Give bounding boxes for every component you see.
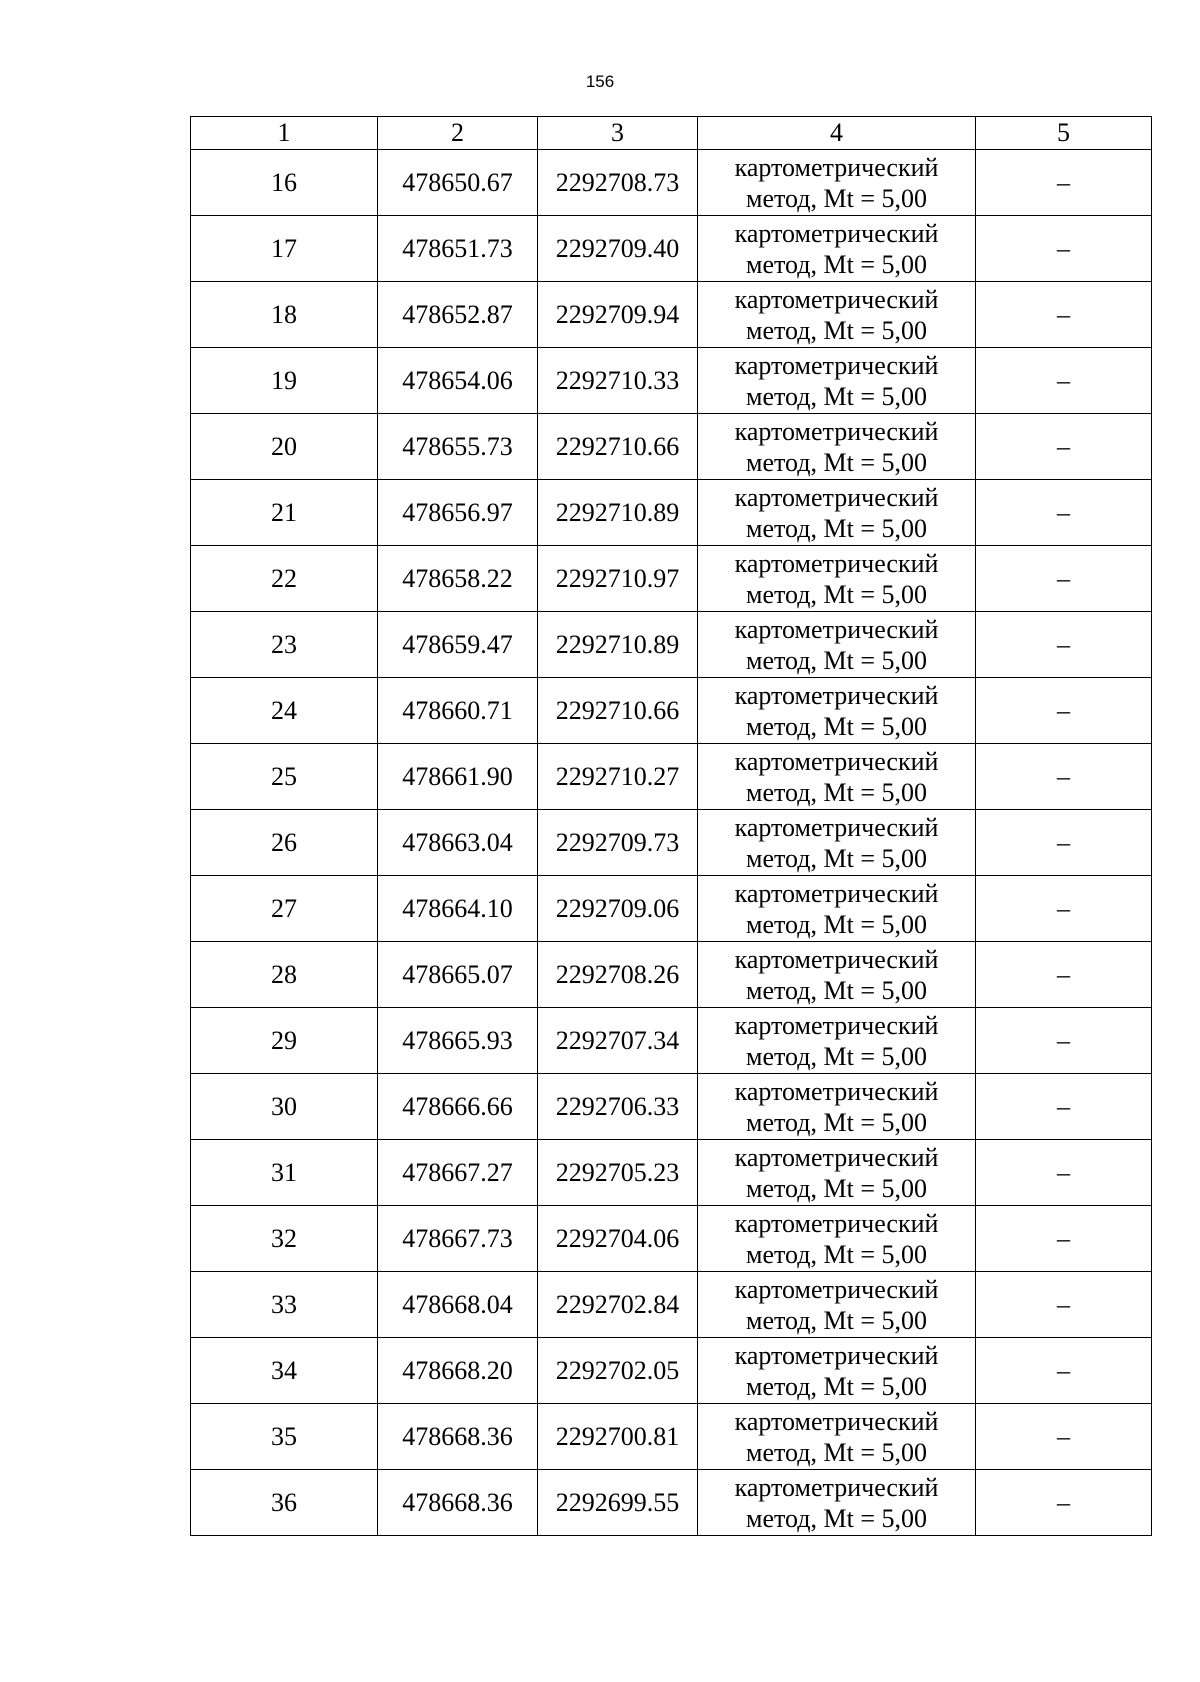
method-cell: [698, 1008, 976, 1074]
point-number-cell: 32: [191, 1206, 378, 1272]
header-col-3: 3: [538, 117, 698, 150]
point-number-cell: 20: [191, 414, 378, 480]
method-line-2: метод, Mt = 5,00: [746, 381, 927, 411]
point-number-cell: 28: [191, 942, 378, 1008]
method-line-1: картометрический: [734, 482, 939, 512]
point-number-cell: 35: [191, 1404, 378, 1470]
method-cell: [698, 876, 976, 942]
method-cell: [698, 414, 976, 480]
x-coordinate-cell: 478665.07: [378, 942, 538, 1008]
column-5-cell: –: [976, 1008, 1152, 1074]
method-line-2: метод, Mt = 5,00: [746, 711, 927, 741]
table-body: [191, 150, 1152, 1536]
y-coordinate-cell: 2292710.66: [538, 414, 698, 480]
method-line-1: картометрический: [734, 1340, 939, 1370]
table-row: [191, 678, 1152, 744]
x-coordinate-cell: 478655.73: [378, 414, 538, 480]
y-coordinate-cell: 2292710.89: [538, 612, 698, 678]
point-number-cell: 34: [191, 1338, 378, 1404]
column-5-cell: –: [976, 1206, 1152, 1272]
table-row: [191, 1206, 1152, 1272]
x-coordinate-cell: 478652.87: [378, 282, 538, 348]
method-cell: [698, 744, 976, 810]
method-cell: [698, 810, 976, 876]
column-5-cell: –: [976, 216, 1152, 282]
method-cell: [698, 282, 976, 348]
method-line-1: картометрический: [734, 350, 939, 380]
y-coordinate-cell: 2292708.26: [538, 942, 698, 1008]
y-coordinate-cell: 2292702.84: [538, 1272, 698, 1338]
table-row: [191, 876, 1152, 942]
y-coordinate-cell: 2292700.81: [538, 1404, 698, 1470]
point-number-cell: 30: [191, 1074, 378, 1140]
column-5-cell: –: [976, 1074, 1152, 1140]
column-5-cell: –: [976, 744, 1152, 810]
method-cell: [698, 480, 976, 546]
method-line-1: картометрический: [734, 944, 939, 974]
column-5-cell: –: [976, 1140, 1152, 1206]
method-line-2: метод, Mt = 5,00: [746, 1239, 927, 1269]
x-coordinate-cell: 478666.66: [378, 1074, 538, 1140]
method-cell: [698, 1338, 976, 1404]
method-line-2: метод, Mt = 5,00: [746, 447, 927, 477]
point-number-cell: 33: [191, 1272, 378, 1338]
method-line-2: метод, Mt = 5,00: [746, 1305, 927, 1335]
column-5-cell: –: [976, 1404, 1152, 1470]
method-cell: [698, 546, 976, 612]
column-5-cell: –: [976, 612, 1152, 678]
x-coordinate-cell: 478668.36: [378, 1404, 538, 1470]
x-coordinate-cell: 478668.04: [378, 1272, 538, 1338]
y-coordinate-cell: 2292702.05: [538, 1338, 698, 1404]
x-coordinate-cell: 478651.73: [378, 216, 538, 282]
column-5-cell: –: [976, 942, 1152, 1008]
column-5-cell: –: [976, 414, 1152, 480]
header-row: [191, 117, 1152, 150]
method-line-2: метод, Mt = 5,00: [746, 909, 927, 939]
point-number-cell: 18: [191, 282, 378, 348]
method-cell: [698, 348, 976, 414]
y-coordinate-cell: 2292705.23: [538, 1140, 698, 1206]
point-number-cell: 27: [191, 876, 378, 942]
method-line-2: метод, Mt = 5,00: [746, 975, 927, 1005]
method-line-1: картометрический: [734, 416, 939, 446]
method-line-2: метод, Mt = 5,00: [746, 1503, 927, 1533]
table-row: [191, 480, 1152, 546]
method-cell: [698, 1206, 976, 1272]
method-line-1: картометрический: [734, 152, 939, 182]
x-coordinate-cell: 478660.71: [378, 678, 538, 744]
method-line-1: картометрический: [734, 218, 939, 248]
method-cell: [698, 1404, 976, 1470]
column-5-cell: –: [976, 546, 1152, 612]
header-col-5: 5: [976, 117, 1152, 150]
method-line-1: картометрический: [734, 812, 939, 842]
method-line-2: метод, Mt = 5,00: [746, 843, 927, 873]
method-cell: [698, 1140, 976, 1206]
table-row: [191, 1008, 1152, 1074]
x-coordinate-cell: 478667.73: [378, 1206, 538, 1272]
method-line-1: картометрический: [734, 878, 939, 908]
x-coordinate-cell: 478661.90: [378, 744, 538, 810]
method-line-2: метод, Mt = 5,00: [746, 579, 927, 609]
y-coordinate-cell: 2292704.06: [538, 1206, 698, 1272]
point-number-cell: 21: [191, 480, 378, 546]
method-line-1: картометрический: [734, 1274, 939, 1304]
column-5-cell: –: [976, 678, 1152, 744]
method-cell: [698, 1074, 976, 1140]
method-line-2: метод, Mt = 5,00: [746, 249, 927, 279]
method-cell: [698, 612, 976, 678]
table-row: [191, 1338, 1152, 1404]
table-row: [191, 414, 1152, 480]
table-row: [191, 744, 1152, 810]
column-5-cell: –: [976, 282, 1152, 348]
method-cell: [698, 1272, 976, 1338]
point-number-cell: 23: [191, 612, 378, 678]
point-number-cell: 25: [191, 744, 378, 810]
y-coordinate-cell: 2292710.66: [538, 678, 698, 744]
point-number-cell: 19: [191, 348, 378, 414]
y-coordinate-cell: 2292710.97: [538, 546, 698, 612]
x-coordinate-cell: 478656.97: [378, 480, 538, 546]
table-row: [191, 348, 1152, 414]
table-row: [191, 1470, 1152, 1536]
table-row: [191, 1074, 1152, 1140]
method-line-1: картометрический: [734, 1406, 939, 1436]
x-coordinate-cell: 478667.27: [378, 1140, 538, 1206]
method-line-1: картометрический: [734, 1010, 939, 1040]
method-line-2: метод, Mt = 5,00: [746, 1041, 927, 1071]
table-row: [191, 216, 1152, 282]
point-number-cell: 22: [191, 546, 378, 612]
method-line-1: картометрический: [734, 284, 939, 314]
header-col-4: 4: [698, 117, 976, 150]
method-line-1: картометрический: [734, 680, 939, 710]
table-row: [191, 810, 1152, 876]
y-coordinate-cell: 2292709.06: [538, 876, 698, 942]
x-coordinate-cell: 478664.10: [378, 876, 538, 942]
point-number-cell: 24: [191, 678, 378, 744]
y-coordinate-cell: 2292709.40: [538, 216, 698, 282]
column-5-cell: –: [976, 1272, 1152, 1338]
method-cell: [698, 150, 976, 216]
point-number-cell: 29: [191, 1008, 378, 1074]
x-coordinate-cell: 478668.36: [378, 1470, 538, 1536]
method-cell: [698, 216, 976, 282]
method-line-1: картометрический: [734, 746, 939, 776]
y-coordinate-cell: 2292706.33: [538, 1074, 698, 1140]
method-cell: [698, 1470, 976, 1536]
method-line-2: метод, Mt = 5,00: [746, 513, 927, 543]
method-line-2: метод, Mt = 5,00: [746, 315, 927, 345]
table-row: [191, 546, 1152, 612]
y-coordinate-cell: 2292710.27: [538, 744, 698, 810]
coordinates-table: [190, 116, 1152, 1536]
method-cell: [698, 942, 976, 1008]
method-line-2: метод, Mt = 5,00: [746, 777, 927, 807]
y-coordinate-cell: 2292707.34: [538, 1008, 698, 1074]
method-line-1: картометрический: [734, 614, 939, 644]
table-row: [191, 612, 1152, 678]
table-row: [191, 1140, 1152, 1206]
point-number-cell: 17: [191, 216, 378, 282]
point-number-cell: 26: [191, 810, 378, 876]
point-number-cell: 36: [191, 1470, 378, 1536]
x-coordinate-cell: 478654.06: [378, 348, 538, 414]
method-line-2: метод, Mt = 5,00: [746, 183, 927, 213]
table-row: [191, 1272, 1152, 1338]
method-line-2: метод, Mt = 5,00: [746, 1371, 927, 1401]
header-col-1: 1: [191, 117, 378, 150]
column-5-cell: –: [976, 810, 1152, 876]
x-coordinate-cell: 478668.20: [378, 1338, 538, 1404]
method-line-2: метод, Mt = 5,00: [746, 1107, 927, 1137]
table-row: [191, 942, 1152, 1008]
x-coordinate-cell: 478659.47: [378, 612, 538, 678]
page-number: 156: [585, 72, 615, 91]
y-coordinate-cell: 2292709.94: [538, 282, 698, 348]
y-coordinate-cell: 2292710.33: [538, 348, 698, 414]
method-line-1: картометрический: [734, 548, 939, 578]
table-row: [191, 1404, 1152, 1470]
x-coordinate-cell: 478658.22: [378, 546, 538, 612]
x-coordinate-cell: 478650.67: [378, 150, 538, 216]
table-row: [191, 282, 1152, 348]
column-5-cell: –: [976, 348, 1152, 414]
column-5-cell: –: [976, 480, 1152, 546]
method-line-1: картометрический: [734, 1142, 939, 1172]
method-line-2: метод, Mt = 5,00: [746, 1173, 927, 1203]
point-number-cell: 31: [191, 1140, 378, 1206]
method-line-1: картометрический: [734, 1208, 939, 1238]
method-line-2: метод, Mt = 5,00: [746, 1437, 927, 1467]
column-5-cell: –: [976, 150, 1152, 216]
y-coordinate-cell: 2292708.73: [538, 150, 698, 216]
method-line-2: метод, Mt = 5,00: [746, 645, 927, 675]
method-line-1: картометрический: [734, 1076, 939, 1106]
column-5-cell: –: [976, 876, 1152, 942]
header-col-2: 2: [378, 117, 538, 150]
y-coordinate-cell: 2292699.55: [538, 1470, 698, 1536]
x-coordinate-cell: 478663.04: [378, 810, 538, 876]
x-coordinate-cell: 478665.93: [378, 1008, 538, 1074]
point-number-cell: 16: [191, 150, 378, 216]
table-row: [191, 150, 1152, 216]
y-coordinate-cell: 2292710.89: [538, 480, 698, 546]
y-coordinate-cell: 2292709.73: [538, 810, 698, 876]
column-5-cell: –: [976, 1338, 1152, 1404]
method-cell: [698, 678, 976, 744]
column-5-cell: –: [976, 1470, 1152, 1536]
method-line-1: картометрический: [734, 1472, 939, 1502]
